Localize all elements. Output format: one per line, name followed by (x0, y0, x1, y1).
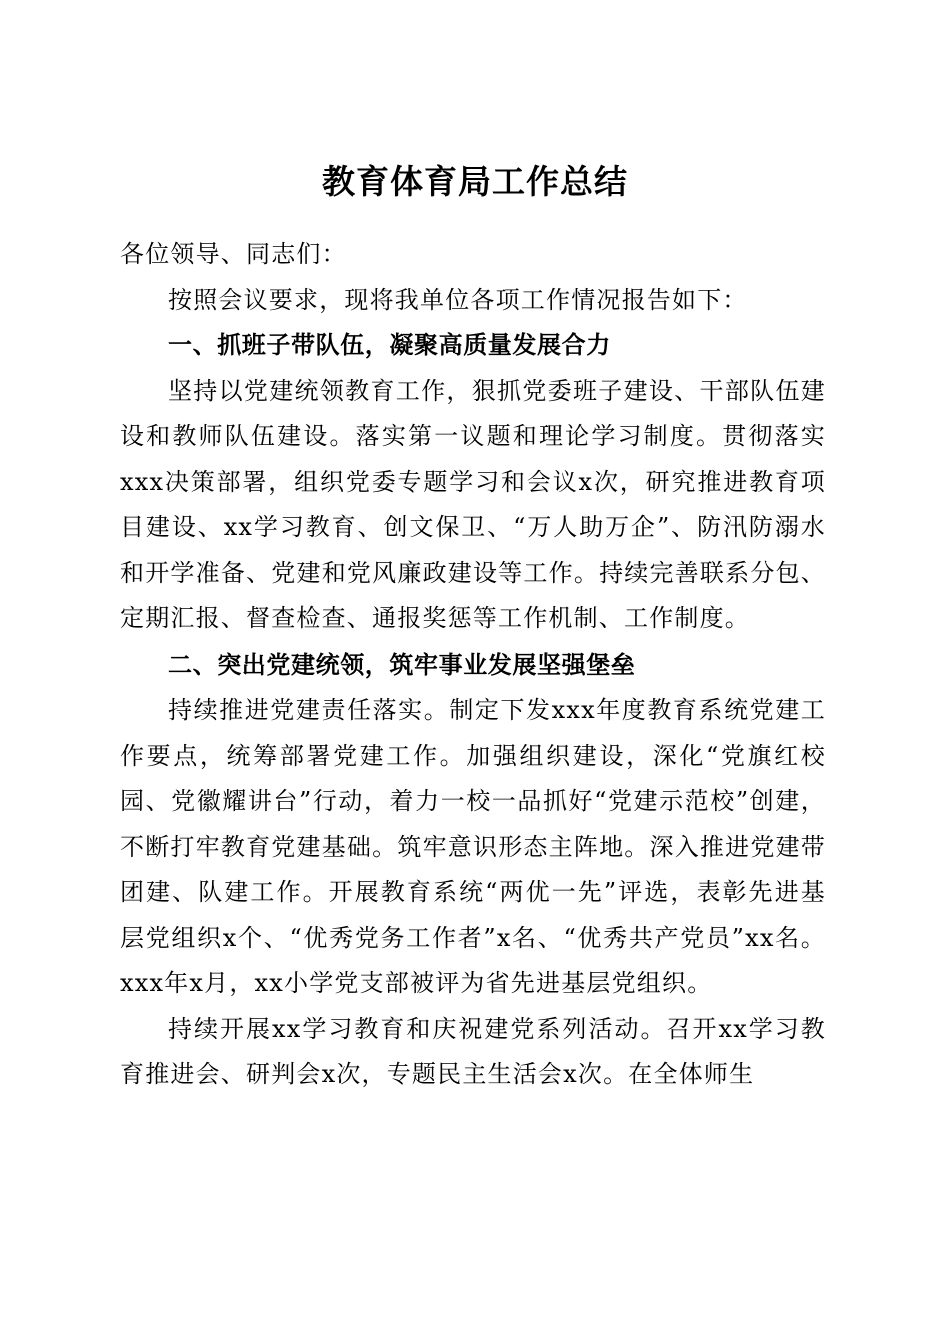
document-body (120, 232, 826, 1098)
section-heading-2: 二、突出党建统领，筑牢事业发展坚强堡垒 (168, 650, 636, 679)
document-title: 教育体育局工作总结 (322, 162, 628, 202)
section-1-paragraph-1: 坚持以党建统领教育工作，狠抓党委班子建设、干部队伍建设和教师队伍建设。落实第一议题和理论学习制度。贯彻落实xxx决策部署，组织党委专题学习和会议x次，研究推进教育项目建设、xx学习教育、创文保卫、“万人助万企”、防汛防溺水和开学准备、党建和党风廉政建设等工作。持续完善联系分包、定期汇报、督查检查、通报奖惩等工作机制、工作制度。 (120, 376, 826, 632)
section-heading-1: 一、抓班子带队伍，凝聚高质量发展合力 (168, 331, 611, 359)
greeting: 各位领导、同志们： (120, 240, 347, 268)
intro-paragraph: 按照会议要求，现将我单位各项工作情况报告如下： (168, 285, 748, 314)
section-2-paragraph-2: 持续开展xx学习教育和庆祝建党系列活动。召开xx学习教育推进会、研判会x次，专题民主生活会x次。在全体师生 (120, 1014, 826, 1088)
section-2-paragraph-1: 持续推进党建责任落实。制定下发xxx年度教育系统党建工作要点，统筹部署党建工作。加强组织建设，深化“党旗红校园、党徽耀讲台”行动，着力一校一品抓好“党建示范校”创建，不断打牢教育党建基础。筑牢意识形态主阵地。深入推进党建带团建、队建工作。开展教育系统“两优一先”评选，表彰先进基层党组织x个、“优秀党务工作者”x名、“优秀共产党员”xx名。xxx年x月，xx小学党支部被评为省先进基层党组织。 (120, 696, 826, 997)
